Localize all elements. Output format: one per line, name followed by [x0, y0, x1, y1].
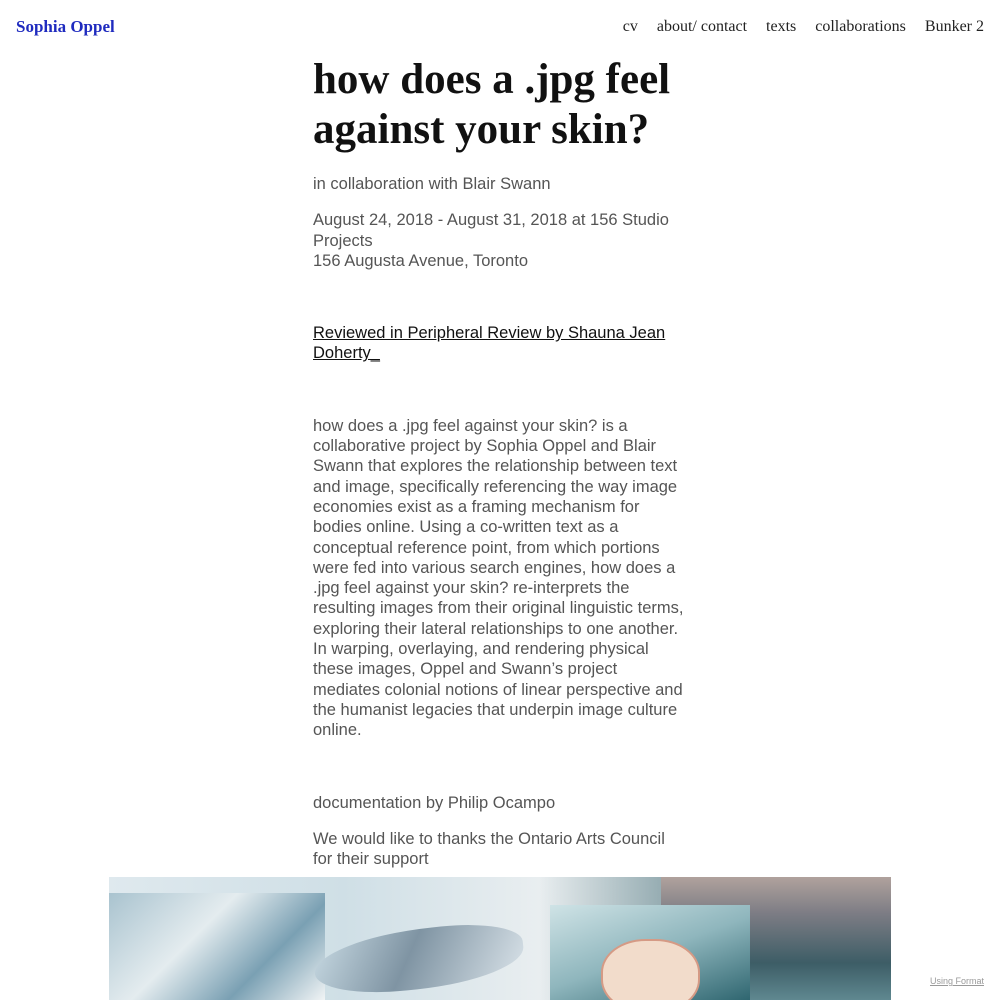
image-leaf-shape — [311, 918, 526, 1000]
main-nav — [623, 16, 984, 38]
review-link[interactable]: Reviewed in Peripheral Review by Shauna Jean Doherty_ — [313, 324, 666, 363]
project-content — [313, 55, 688, 869]
exhibition-address: 156 Augusta Avenue, Toronto — [313, 251, 528, 270]
nav-item-collaborations[interactable]: collaborations — [815, 18, 906, 35]
collaboration-line: in collaboration with Blair Swann — [313, 175, 551, 193]
page-title: how does a .jpg feel against your skin? — [313, 56, 671, 153]
using-format-badge[interactable]: Using Format — [929, 976, 984, 986]
image-hand-shape — [601, 939, 700, 1000]
image-panel-left — [109, 893, 325, 1000]
nav-item-bunker-2[interactable]: Bunker 2 — [924, 18, 984, 35]
exhibition-dates: August 24, 2018 - August 31, 2018 at 156 Studio Projects — [313, 211, 669, 250]
nav-item-texts[interactable]: texts — [766, 18, 797, 35]
project-description: how does a .jpg feel against your skin? is a collaborative project by Sophia Oppel and Blair Swann that explores the relationship between text and image, specifically referencing the way image economies exist as a framing mechanism for bodies online. Using a co-written text as a conceptual reference point, from which portions were fed into various search engines, how does a .jpg feel against your skin? re-interprets the resulting images from their original linguistic terms, exploring their lateral relationships to one another. In warping, overlaying, and rendering physical these images, Oppel and Swann’s project mediates colonial notions of linear perspective and the humanist legacies that underpin image culture online. — [313, 416, 684, 740]
acknowledgement: We would like to thanks the Ontario Arts Council for their support — [313, 829, 665, 869]
exhibition-info — [313, 210, 688, 271]
nav-item-about-contact[interactable]: about/ contact — [656, 18, 748, 35]
documentation-credit: documentation by Philip Ocampo — [313, 793, 556, 812]
site-title[interactable]: Sophia Oppel — [16, 17, 115, 36]
documentation-image — [109, 877, 891, 1000]
nav-item-cv[interactable]: cv — [622, 18, 638, 35]
